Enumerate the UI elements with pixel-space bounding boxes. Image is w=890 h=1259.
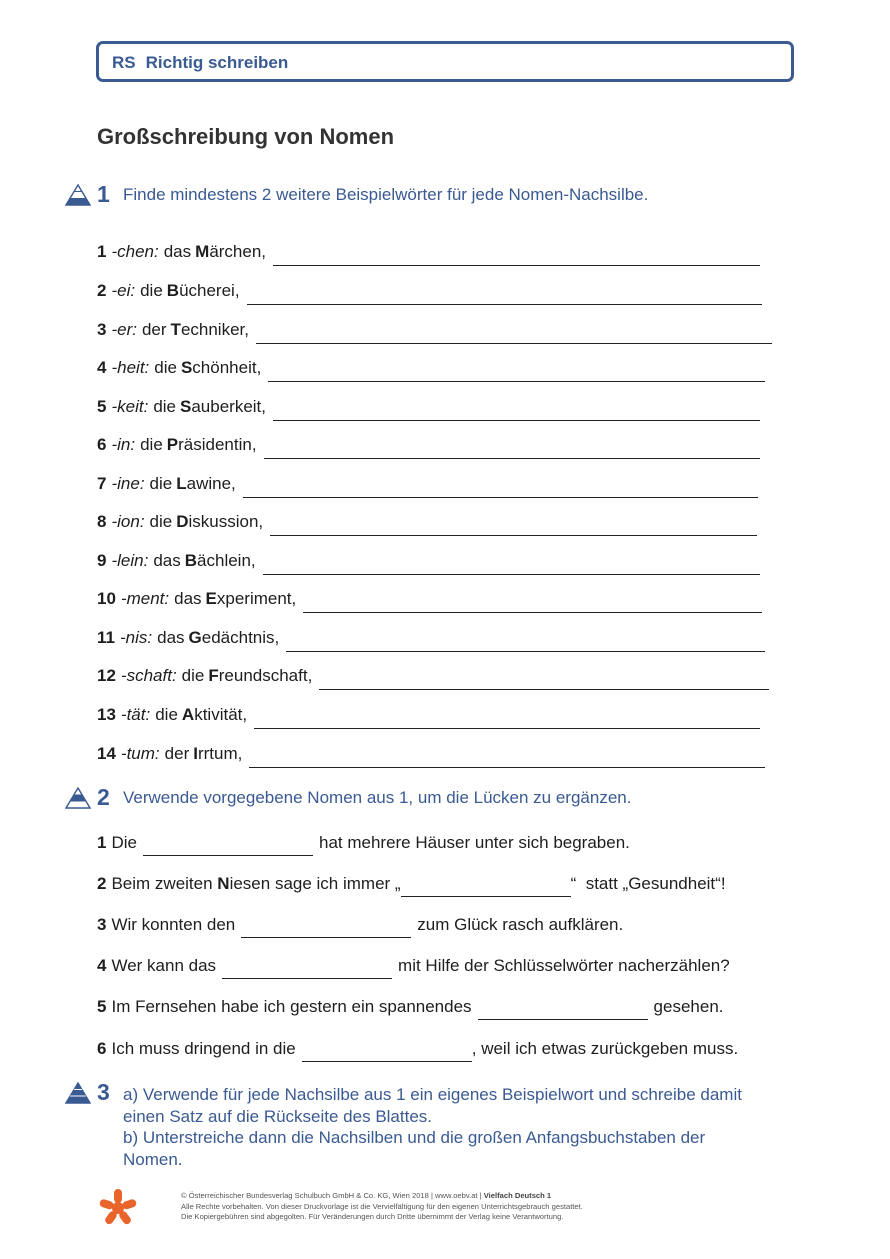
exercise-suffix: -heit: bbox=[111, 358, 150, 377]
sentence-6-index: 6 bbox=[97, 1039, 107, 1058]
task-3-instruction bbox=[123, 1084, 803, 1170]
section-code: RS bbox=[112, 53, 136, 72]
sentence-5-start: Im Fernsehen habe ich gestern ein spannendes bbox=[111, 997, 472, 1016]
sentence-3-end: zum Glück rasch aufklären. bbox=[417, 915, 624, 934]
sentence-6-end: , weil ich etwas zurückgeben muss. bbox=[471, 1039, 739, 1058]
sentence-5 bbox=[97, 993, 724, 1017]
exercise-word-rest: echniker, bbox=[180, 320, 249, 339]
exercise-index: 13 bbox=[97, 705, 116, 724]
sentence-2-capital: N bbox=[217, 874, 230, 893]
answer-blank[interactable] bbox=[273, 248, 760, 266]
exercise-article: die bbox=[154, 358, 177, 377]
exercise-article: die bbox=[181, 666, 205, 685]
sentence-4-start: Wer kann das bbox=[111, 956, 217, 975]
task-1-number: 1 bbox=[97, 181, 110, 207]
sentence-5-blank[interactable] bbox=[478, 1004, 648, 1020]
exercise-word-rest: xperiment, bbox=[216, 589, 297, 608]
exercise-capital-letter: E bbox=[205, 589, 217, 608]
exercise-index: 14 bbox=[97, 744, 116, 763]
sentence-3-start: Wir konnten den bbox=[111, 915, 236, 934]
difficulty-pyramid-icon bbox=[65, 1082, 91, 1104]
sentence-2 bbox=[97, 870, 726, 894]
section-header bbox=[96, 41, 794, 82]
task-3-line-a1: a) Verwende für jede Nachsilbe aus 1 ein eigenes Beispielwort und schreibe damit bbox=[123, 1085, 742, 1104]
exercise-word-rest: ktivität, bbox=[194, 705, 248, 724]
exercise-capital-letter: S bbox=[180, 358, 193, 377]
sentence-2-end: “ statt „Gesundheit“! bbox=[570, 874, 726, 893]
exercise-word-rest: chönheit, bbox=[192, 358, 262, 377]
sentence-5-end: gesehen. bbox=[653, 997, 724, 1016]
exercise-line bbox=[97, 740, 765, 764]
answer-blank[interactable] bbox=[254, 711, 760, 729]
exercise-capital-letter: D bbox=[176, 512, 189, 531]
exercise-capital-letter: P bbox=[166, 435, 179, 454]
task-1-instruction: Finde mindestens 2 weitere Beispielwörter für jede Nomen-Nachsilbe. bbox=[123, 185, 649, 204]
sentence-5-index: 5 bbox=[97, 997, 107, 1016]
exercise-word-rest: reundschaft, bbox=[218, 666, 313, 685]
section-header-text bbox=[112, 53, 288, 73]
answer-blank[interactable] bbox=[249, 750, 765, 768]
task-3-line-b1: b) Unterstreiche dann die Nachsilben und die großen Anfangsbuchstaben der bbox=[123, 1128, 706, 1147]
sentence-4 bbox=[97, 952, 730, 976]
section-title: Richtig schreiben bbox=[145, 53, 289, 72]
task-2-instruction: Verwende vorgegebene Nomen aus 1, um die Lücken zu ergänzen. bbox=[123, 788, 632, 807]
exercise-index: 1 bbox=[97, 242, 107, 261]
sentence-2-start: Beim zweiten bbox=[111, 874, 218, 893]
exercise-article: die bbox=[149, 512, 173, 531]
exercise-article: der bbox=[141, 320, 167, 339]
sentence-4-blank[interactable] bbox=[222, 963, 392, 979]
task-2-number: 2 bbox=[97, 784, 110, 810]
answer-blank[interactable] bbox=[247, 287, 762, 305]
exercise-line bbox=[97, 354, 765, 378]
task-3-line-a2: einen Satz auf die Rückseite des Blattes. bbox=[123, 1106, 433, 1126]
exercise-word-rest: iskussion, bbox=[188, 512, 264, 531]
exercise-index: 9 bbox=[97, 551, 107, 570]
exercise-line bbox=[97, 624, 765, 648]
sentence-6-start: Ich muss dringend in die bbox=[111, 1039, 296, 1058]
exercise-index: 7 bbox=[97, 474, 107, 493]
exercise-word-rest: ächlein, bbox=[197, 551, 256, 570]
exercise-capital-letter: F bbox=[208, 666, 219, 685]
answer-blank[interactable] bbox=[243, 480, 758, 498]
exercise-line bbox=[97, 431, 760, 455]
sentence-1 bbox=[97, 829, 630, 853]
exercise-word-rest: awine, bbox=[186, 474, 236, 493]
sentence-2-middle: iesen sage ich immer „ bbox=[229, 874, 401, 893]
exercise-capital-letter: M bbox=[195, 242, 210, 261]
exercise-index: 2 bbox=[97, 281, 107, 300]
exercise-word-rest: auberkeit, bbox=[191, 397, 267, 416]
exercise-line bbox=[97, 316, 772, 340]
sentence-1-start: Die bbox=[111, 833, 137, 852]
exercise-suffix: -schaft: bbox=[120, 666, 177, 685]
answer-blank[interactable] bbox=[256, 326, 772, 344]
exercise-article: die bbox=[149, 474, 173, 493]
exercise-line bbox=[97, 585, 762, 609]
exercise-word-rest: ärchen, bbox=[209, 242, 267, 261]
exercise-capital-letter: S bbox=[180, 397, 192, 416]
sentence-1-blank[interactable] bbox=[143, 840, 313, 856]
answer-blank[interactable] bbox=[273, 403, 760, 421]
exercise-line bbox=[97, 277, 762, 301]
answer-blank[interactable] bbox=[268, 364, 765, 382]
exercise-article: die bbox=[155, 705, 178, 724]
exercise-word-rest: rrtum, bbox=[197, 744, 243, 763]
sentence-3 bbox=[97, 911, 623, 935]
footer-line-2: Alle Rechte vorbehalten. Von dieser Druckvorlage ist die Vervielfältigung für den eigenen Unterrichtsgebrauch gestattet. bbox=[181, 1201, 583, 1211]
sentence-2-blank[interactable] bbox=[401, 881, 571, 897]
exercise-suffix: -chen: bbox=[111, 242, 159, 261]
exercise-index: 12 bbox=[97, 666, 116, 685]
exercise-suffix: -er: bbox=[111, 320, 137, 339]
difficulty-pyramid-icon bbox=[65, 787, 91, 809]
exercise-article: die bbox=[140, 435, 163, 454]
sentence-3-index: 3 bbox=[97, 915, 107, 934]
footer-line-1: © Österreichischer Bundesverlag Schulbuch GmbH & Co. KG, Wien 2018 | www.oebv.at | bbox=[181, 1191, 484, 1200]
exercise-line bbox=[97, 662, 769, 686]
exercise-capital-letter: T bbox=[170, 320, 181, 339]
exercise-capital-letter: G bbox=[188, 628, 202, 647]
exercise-capital-letter: L bbox=[176, 474, 187, 493]
answer-blank[interactable] bbox=[263, 557, 760, 575]
exercise-line bbox=[97, 508, 757, 532]
exercise-line bbox=[97, 470, 758, 494]
footer-book-title: Vielfach Deutsch 1 bbox=[483, 1191, 552, 1200]
exercise-capital-letter: I bbox=[193, 744, 198, 763]
publisher-logo-icon bbox=[98, 1188, 138, 1228]
exercise-article: das bbox=[174, 589, 202, 608]
sentence-6-blank[interactable] bbox=[302, 1046, 472, 1062]
task-3-line-b2: Nomen. bbox=[123, 1149, 183, 1169]
exercise-index: 5 bbox=[97, 397, 107, 416]
sentence-4-end: mit Hilfe der Schlüsselwörter nacherzählen? bbox=[398, 956, 730, 975]
sentence-6 bbox=[97, 1035, 738, 1059]
exercise-capital-letter: B bbox=[166, 281, 180, 300]
exercise-index: 4 bbox=[97, 358, 107, 377]
sentence-2-index: 2 bbox=[97, 874, 107, 893]
answer-blank[interactable] bbox=[319, 672, 769, 690]
exercise-word-rest: ücherei, bbox=[179, 281, 240, 300]
copyright-footer bbox=[181, 1191, 741, 1223]
exercise-article: die bbox=[140, 281, 163, 300]
task-3-number: 3 bbox=[97, 1079, 110, 1105]
exercise-capital-letter: B bbox=[184, 551, 198, 570]
exercise-index: 8 bbox=[97, 512, 107, 531]
exercise-line bbox=[97, 547, 760, 571]
exercise-suffix: -ion: bbox=[111, 512, 145, 531]
page-title: Großschreibung von Nomen bbox=[97, 124, 395, 149]
exercise-article: das bbox=[153, 551, 181, 570]
exercise-suffix: -tum: bbox=[120, 744, 160, 763]
exercise-suffix: -ei: bbox=[111, 281, 136, 300]
exercise-article: das bbox=[157, 628, 185, 647]
exercise-line bbox=[97, 393, 760, 417]
exercise-article: das bbox=[163, 242, 192, 261]
exercise-suffix: -lein: bbox=[111, 551, 149, 570]
exercise-suffix: -tät: bbox=[120, 705, 151, 724]
answer-blank[interactable] bbox=[303, 595, 762, 613]
sentence-3-blank[interactable] bbox=[241, 922, 411, 938]
exercise-line bbox=[97, 238, 760, 262]
exercise-word-rest: räsidentin, bbox=[178, 435, 257, 454]
exercise-suffix: -keit: bbox=[111, 397, 149, 416]
sentence-4-index: 4 bbox=[97, 956, 107, 975]
exercise-suffix: -ine: bbox=[111, 474, 145, 493]
exercise-suffix: -in: bbox=[111, 435, 136, 454]
footer-line-3: Die Kopiergebühren sind abgegolten. Für Veränderungen durch Dritte übernimmt der Verlag keine Verantwortung. bbox=[181, 1212, 564, 1221]
exercise-index: 11 bbox=[97, 628, 115, 647]
answer-blank[interactable] bbox=[264, 441, 760, 459]
answer-blank[interactable] bbox=[270, 518, 757, 536]
exercise-index: 3 bbox=[97, 320, 107, 339]
exercise-article: die bbox=[153, 397, 176, 416]
sentence-1-index: 1 bbox=[97, 833, 107, 852]
exercise-capital-letter: A bbox=[181, 705, 195, 724]
exercise-suffix: -nis: bbox=[119, 628, 153, 647]
answer-blank[interactable] bbox=[286, 634, 765, 652]
exercise-word-rest: edächtnis, bbox=[201, 628, 280, 647]
difficulty-pyramid-icon bbox=[65, 184, 91, 206]
exercise-suffix: -ment: bbox=[120, 589, 170, 608]
exercise-line bbox=[97, 701, 760, 725]
sentence-1-end: hat mehrere Häuser unter sich begraben. bbox=[318, 833, 630, 852]
exercise-index: 6 bbox=[97, 435, 107, 454]
exercise-article: der bbox=[164, 744, 190, 763]
exercise-index: 10 bbox=[97, 589, 116, 608]
